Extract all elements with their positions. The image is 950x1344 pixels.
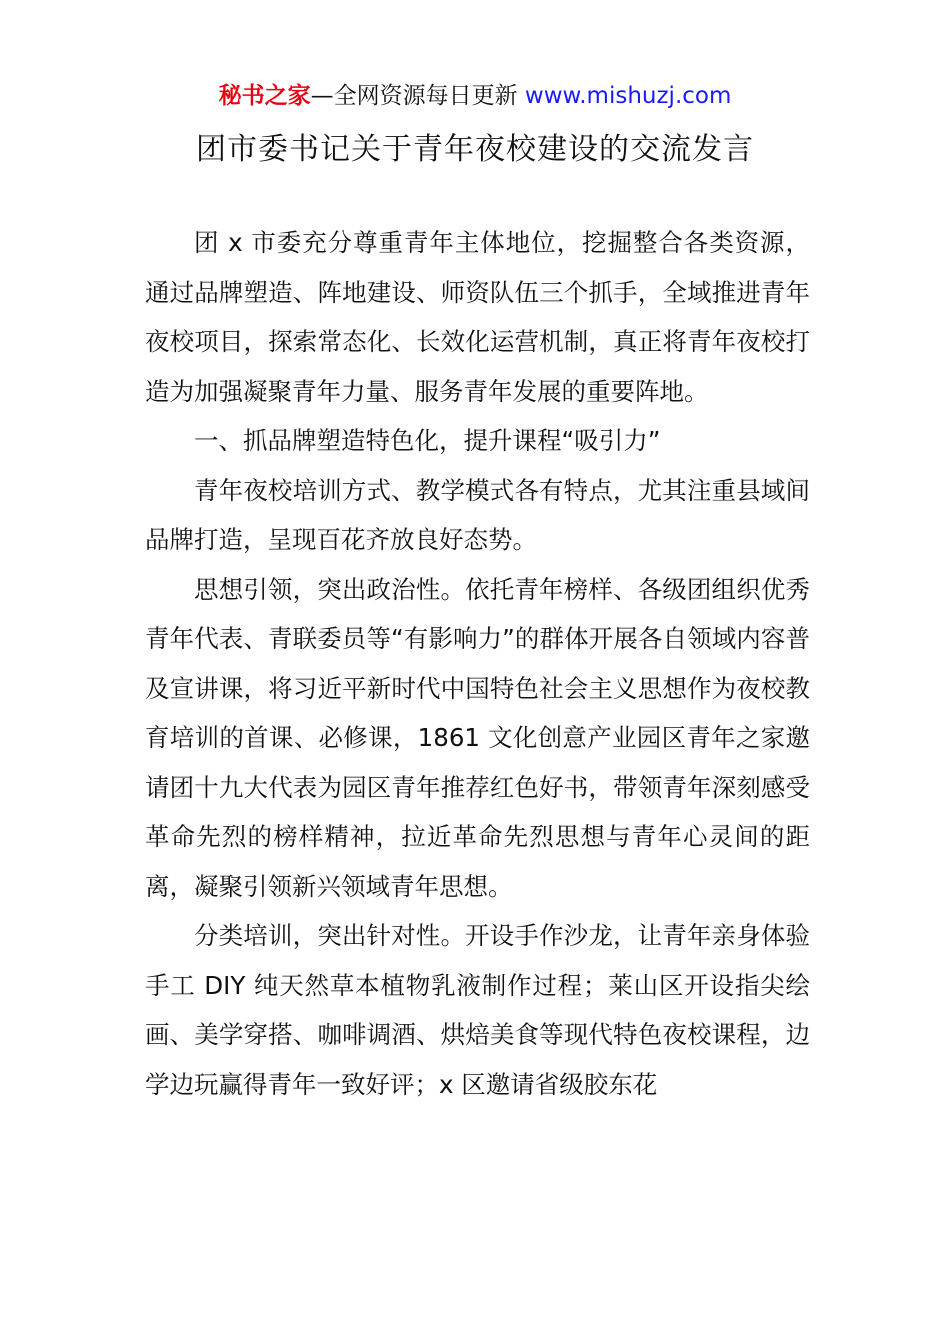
paragraph-intro: 团 x 市委充分尊重青年主体地位，挖掘整合各类资源，通过品牌塑造、阵地建设、师资队伍三个抓手，全域推进青年夜校项目，探索常态化、长效化运营机制，真正将青年夜校打造为加强凝聚青年力量、服务青年发展的重要阵地。 [145,228,810,406]
site-header [0,80,950,112]
document-title: 团市委书记关于青年夜校建设的交流发言 [196,132,754,167]
document-body [145,218,810,1109]
paragraph: 思想引领，突出政治性。依托青年榜样、各级团组织优秀青年代表、青联委员等“有影响力”的群体开展各自领域内容普及宣讲课，将习近平新时代中国特色社会主义思想作为夜校教育培训的首课、必修课，1861 文化创意产业园区青年之家邀请团十九大代表为园区青年推荐红色好书，带领青年深刻感受革命先烈的榜样精神，拉近革命先烈思想与青年心灵间的距离，凝聚引领新兴领域青年思想。 [145,574,810,901]
brand-name: 秘书之家 [218,83,311,109]
header-tagline: —全网资源每日更新 [310,83,518,109]
site-url[interactable]: www.mishuzj.com [524,83,732,109]
section-heading: 一、抓品牌塑造特色化，提升课程“吸引力” [194,426,661,455]
paragraph: 青年夜校培训方式、教学模式各有特点，尤其注重县域间品牌打造，呈现百花齐放良好态势。 [145,475,810,554]
paragraph: 分类培训，突出针对性。开设手作沙龙，让青年亲身体验手工 DIY 纯天然草本植物乳液制作过程；莱山区开设指尖绘画、美学穿搭、咖啡调酒、烘焙美食等现代特色夜校课程，边学边玩赢得青年一致好评；x 区邀请省级胶东花 [145,921,810,1099]
